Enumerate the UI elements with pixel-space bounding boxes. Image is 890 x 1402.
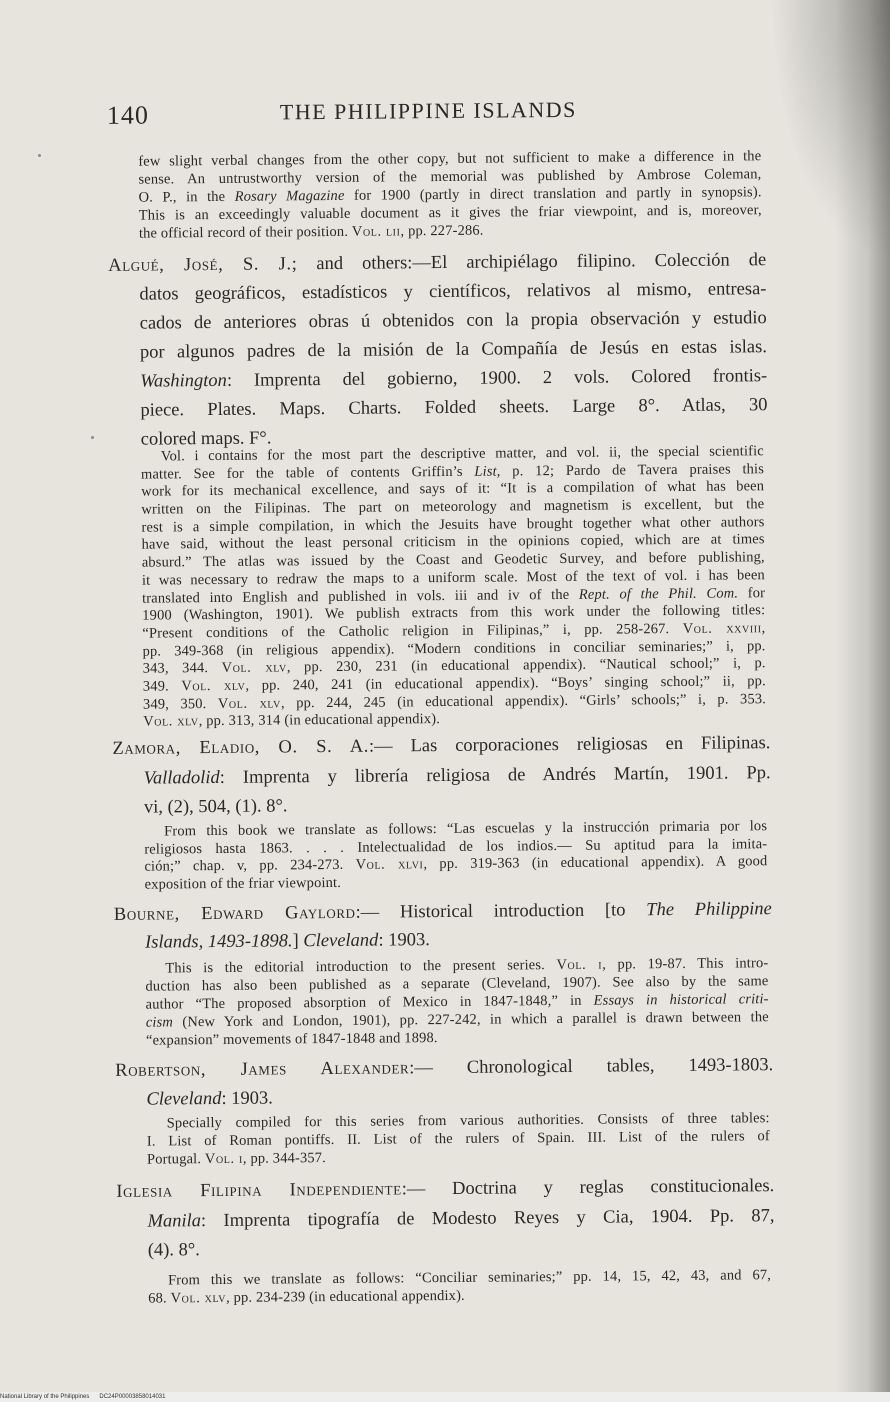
page-corner-shadow [770, 0, 890, 260]
text-run: Specially compiled for this series from various authorities. Consists of three tables: [166, 1110, 770, 1132]
citation-line [109, 391, 767, 426]
text-run: , pp. 19-87. This intro- [602, 955, 769, 973]
text-run: :— Historical introduction [to [355, 900, 647, 923]
text-run: This is an exceedingly valuable document as it gives the friar viewpoint, and is, moreover, [138, 202, 762, 224]
citation-line [115, 1051, 773, 1085]
author-name: Bourne, Edward Gaylord [113, 902, 356, 925]
text-run: cados de anteriores obras ú obtenidos con la propia observación y estudio [139, 308, 767, 334]
citation-robertson [115, 1051, 773, 1114]
text-run: , pp. 313, 314 (in educational appendix). [198, 711, 441, 730]
text-run: , pp. 234-239 (in educational appendix). [225, 1287, 465, 1306]
place-of-publication: Manila [147, 1210, 202, 1232]
text-run: , pp. 240, 241 (in educational appendix). “Boys’ singing school;” ii, pp. [245, 673, 766, 694]
text-run: :— Chronological tables, 1493-1803. [409, 1055, 774, 1079]
author-name: Algué, José, S. J.; [108, 254, 298, 276]
text-run: : Imprenta tipografía de Modesto Reyes y Cia, 1904. Pp. 87, [200, 1205, 775, 1231]
intro-note [138, 147, 762, 242]
page-number: 140 [106, 100, 150, 130]
text-run: for 1900 (partly in direct translation and partly in synopsis). [344, 184, 762, 204]
text-run: por algunos padres de la misión de la Compañía de Jesús en estas islas. [139, 337, 768, 363]
citation-line [113, 759, 771, 794]
text-run: (New York and London, 1901), pp. 227-242, in which a parallel is drawn between the [172, 1009, 769, 1031]
citation-line [115, 1080, 773, 1114]
text-run: O. P., in the [138, 188, 235, 206]
text-run: : Imprenta del gobierno, 1900. 2 vols. Colored frontis- [226, 366, 768, 391]
text-run: religiosos hasta 1863. . . . Intelectualidad de los indios.— Su aptitud para la imita- [144, 835, 768, 858]
volume-ref: Vol. xlv [181, 677, 246, 695]
text-run: ción;” chap. v, pp. 234-273. [144, 857, 356, 876]
citation-line [116, 1202, 774, 1237]
text-run: author “The proposed absorption of Mexico in 1847-1848,” in [145, 992, 594, 1013]
text-run: 349, 350. [142, 695, 218, 713]
text-run: , p. 12; Pardo de Tavera praises this [496, 460, 765, 480]
text-run: Portugal. [146, 1151, 205, 1168]
text-run: 343, 344. [142, 660, 222, 677]
volume-ref: Vol. xlv [143, 713, 199, 730]
italic-title: Rosary Magazine [234, 187, 345, 205]
text-run: :— Doctrina y reglas constitucionales. [401, 1176, 775, 1200]
place-of-publication: Cleveland [303, 930, 379, 952]
text-run: work for its mechanical excellence, and says of it: “It is a compilation of what has been [141, 478, 765, 501]
citation-line [117, 1231, 775, 1266]
author-name: Zamora, Eladio, O. S. A. [112, 736, 370, 759]
italic-title: The Philippine [646, 899, 772, 921]
text-run: rest is a simple compilation, in which the Jesuits have brought together what other authors [141, 513, 765, 536]
text-run: written on the Filipinas. The part on meteorology and magnetism is excellent, but the [141, 496, 765, 518]
text-run: colored maps. F°. [140, 428, 272, 450]
text-run: “expansion” movements of 1847-1848 and 1898. [145, 1030, 438, 1049]
text-run: 68. [148, 1290, 171, 1307]
text-run: absurd.” The atlas was issued by the Coast and Geodetic Survey, and before publishing, [141, 549, 765, 571]
citation-zamora [112, 729, 771, 823]
citation-line [114, 895, 772, 929]
text-run: translated into English and published in vols. iii and iv of the [142, 586, 579, 607]
text-run: exposition of the friar viewpoint. [144, 874, 342, 893]
text-run: This is the editorial introduction to the present series. [165, 957, 557, 977]
text-run: , pp. 344-357. [242, 1150, 326, 1167]
text-run: pp. 349-368 (in religious appendix). “Modern conditions in conciliar seminaries;” i, pp. [142, 637, 766, 660]
note-iglesia [148, 1266, 771, 1307]
text-run: , pp. 230, 231 (in educational appendix). “Nautical school;” i, p. [286, 655, 766, 676]
volume-ref: Vol. i [204, 1150, 243, 1168]
place-of-publication: Cleveland [146, 1088, 222, 1110]
text-run: matter. See for the table of contents Griffin’s [140, 463, 475, 483]
volume-ref: Vol. xlv [221, 659, 287, 677]
author-name: Robertson, James Alexander [115, 1058, 410, 1081]
scan-id: DC24P00003858014031 [99, 1394, 166, 1400]
author-name: Iglesia Filipina Independiente [116, 1179, 402, 1202]
italic-title: Rept. of the Phil. Com. [578, 584, 739, 603]
text-run: (4). 8°. [147, 1240, 200, 1261]
text-run: : Imprenta y librería religiosa de Andrés Martín, 1901. Pp. [219, 762, 771, 788]
text-run: “Present conditions of the Catholic religion in Filipinas,” i, pp. 258-267. [142, 620, 683, 642]
text-run: sense. An untrustworthy version of the memorial was published by Ambrose Coleman, [138, 166, 762, 188]
text-run: duction has also been published as a separate (Cleveland, 1907). See also by the same [145, 973, 769, 995]
volume-ref: Vol. xlv [170, 1289, 227, 1307]
italic-title: Essays in historical criti- [593, 991, 769, 1009]
place-of-publication: Washington [140, 370, 227, 392]
text-run: have said, without the least personal criticism in the opinions copied, which are at times [141, 531, 765, 554]
text-run: piece. Plates. Maps. Charts. Folded sheets. Large 8°. Atlas, 30 [140, 395, 768, 421]
text-run: :— Las corporaciones religiosas en Filipinas. [368, 733, 771, 757]
library-stamp: National Library of the Philippines [0, 1394, 90, 1400]
volume-ref: Vol. xxviii [682, 620, 762, 637]
italic-title: Islands, 1493-1898. [145, 931, 293, 953]
text-run: for [738, 584, 766, 601]
text-run: , pp. 227-286. [400, 222, 484, 240]
note-zamora [144, 818, 768, 894]
text-run: , [761, 620, 766, 637]
text-run: 1900 (Washington, 1901). We publish extracts from this work under the following titles: [142, 602, 766, 624]
note-robertson [147, 1109, 770, 1168]
note-bourne [145, 954, 769, 1049]
place-of-publication: Valladolid [143, 767, 220, 789]
text-run: I. List of Roman pontiffs. II. List of the rulers of Spain. III. List of the rulers of [146, 1128, 770, 1150]
text-run: Vol. i contains for the most part the descriptive matter, and vol. ii, the special scientific [160, 443, 764, 465]
text-run: : 1903. [221, 1088, 273, 1109]
italic-title: List [474, 463, 497, 480]
volume-ref: Vol. xlv [217, 695, 282, 712]
text-run: From this book we translate as follows: “Las escuelas y la instrucción primaria por los [164, 818, 768, 840]
text-run: , pp. 244, 245 (in educational appendix). “Girls’ schools;” i, p. 353. [280, 690, 767, 712]
citation-line [114, 923, 772, 957]
text-run: vi, (2), 504, (1). 8°. [143, 796, 288, 818]
citation-algue [108, 246, 768, 455]
running-title: THE PHILIPPINE ISLANDS [279, 96, 577, 125]
note-algue [141, 443, 766, 731]
volume-ref: Vol. lii [351, 223, 401, 240]
text-run: and others:—El archipiélago filipino. Colección de [297, 250, 767, 275]
text-run: it was necessary to redraw the maps to a uniform scale. Most of the text of vol. i has been [141, 567, 765, 589]
text-run: ] [292, 931, 304, 952]
text-run: 349. [142, 678, 182, 695]
text-run: From this we translate as follows: “Conciliar seminaries;” pp. 14, 15, 42, 43, and 67, [167, 1267, 772, 1289]
text-run: : 1903. [378, 930, 430, 951]
citation-bourne [114, 895, 772, 957]
citation-iglesia [116, 1172, 775, 1266]
text-run: the official record of their position. [138, 223, 352, 242]
italic-title: cism [145, 1014, 174, 1031]
volume-ref: Vol. i [556, 956, 603, 974]
text-run: few slight verbal changes from the other copy, but not sufficient to make a difference in the [138, 148, 762, 170]
text-run: datos geográficos, estadísticos y científicos, relativos al mismo, entresa- [139, 279, 767, 305]
text-run: , pp. 319-363 (in educational appendix). A good [423, 853, 768, 873]
scan-footer [0, 1392, 890, 1402]
volume-ref: Vol. xlvi [355, 856, 424, 874]
